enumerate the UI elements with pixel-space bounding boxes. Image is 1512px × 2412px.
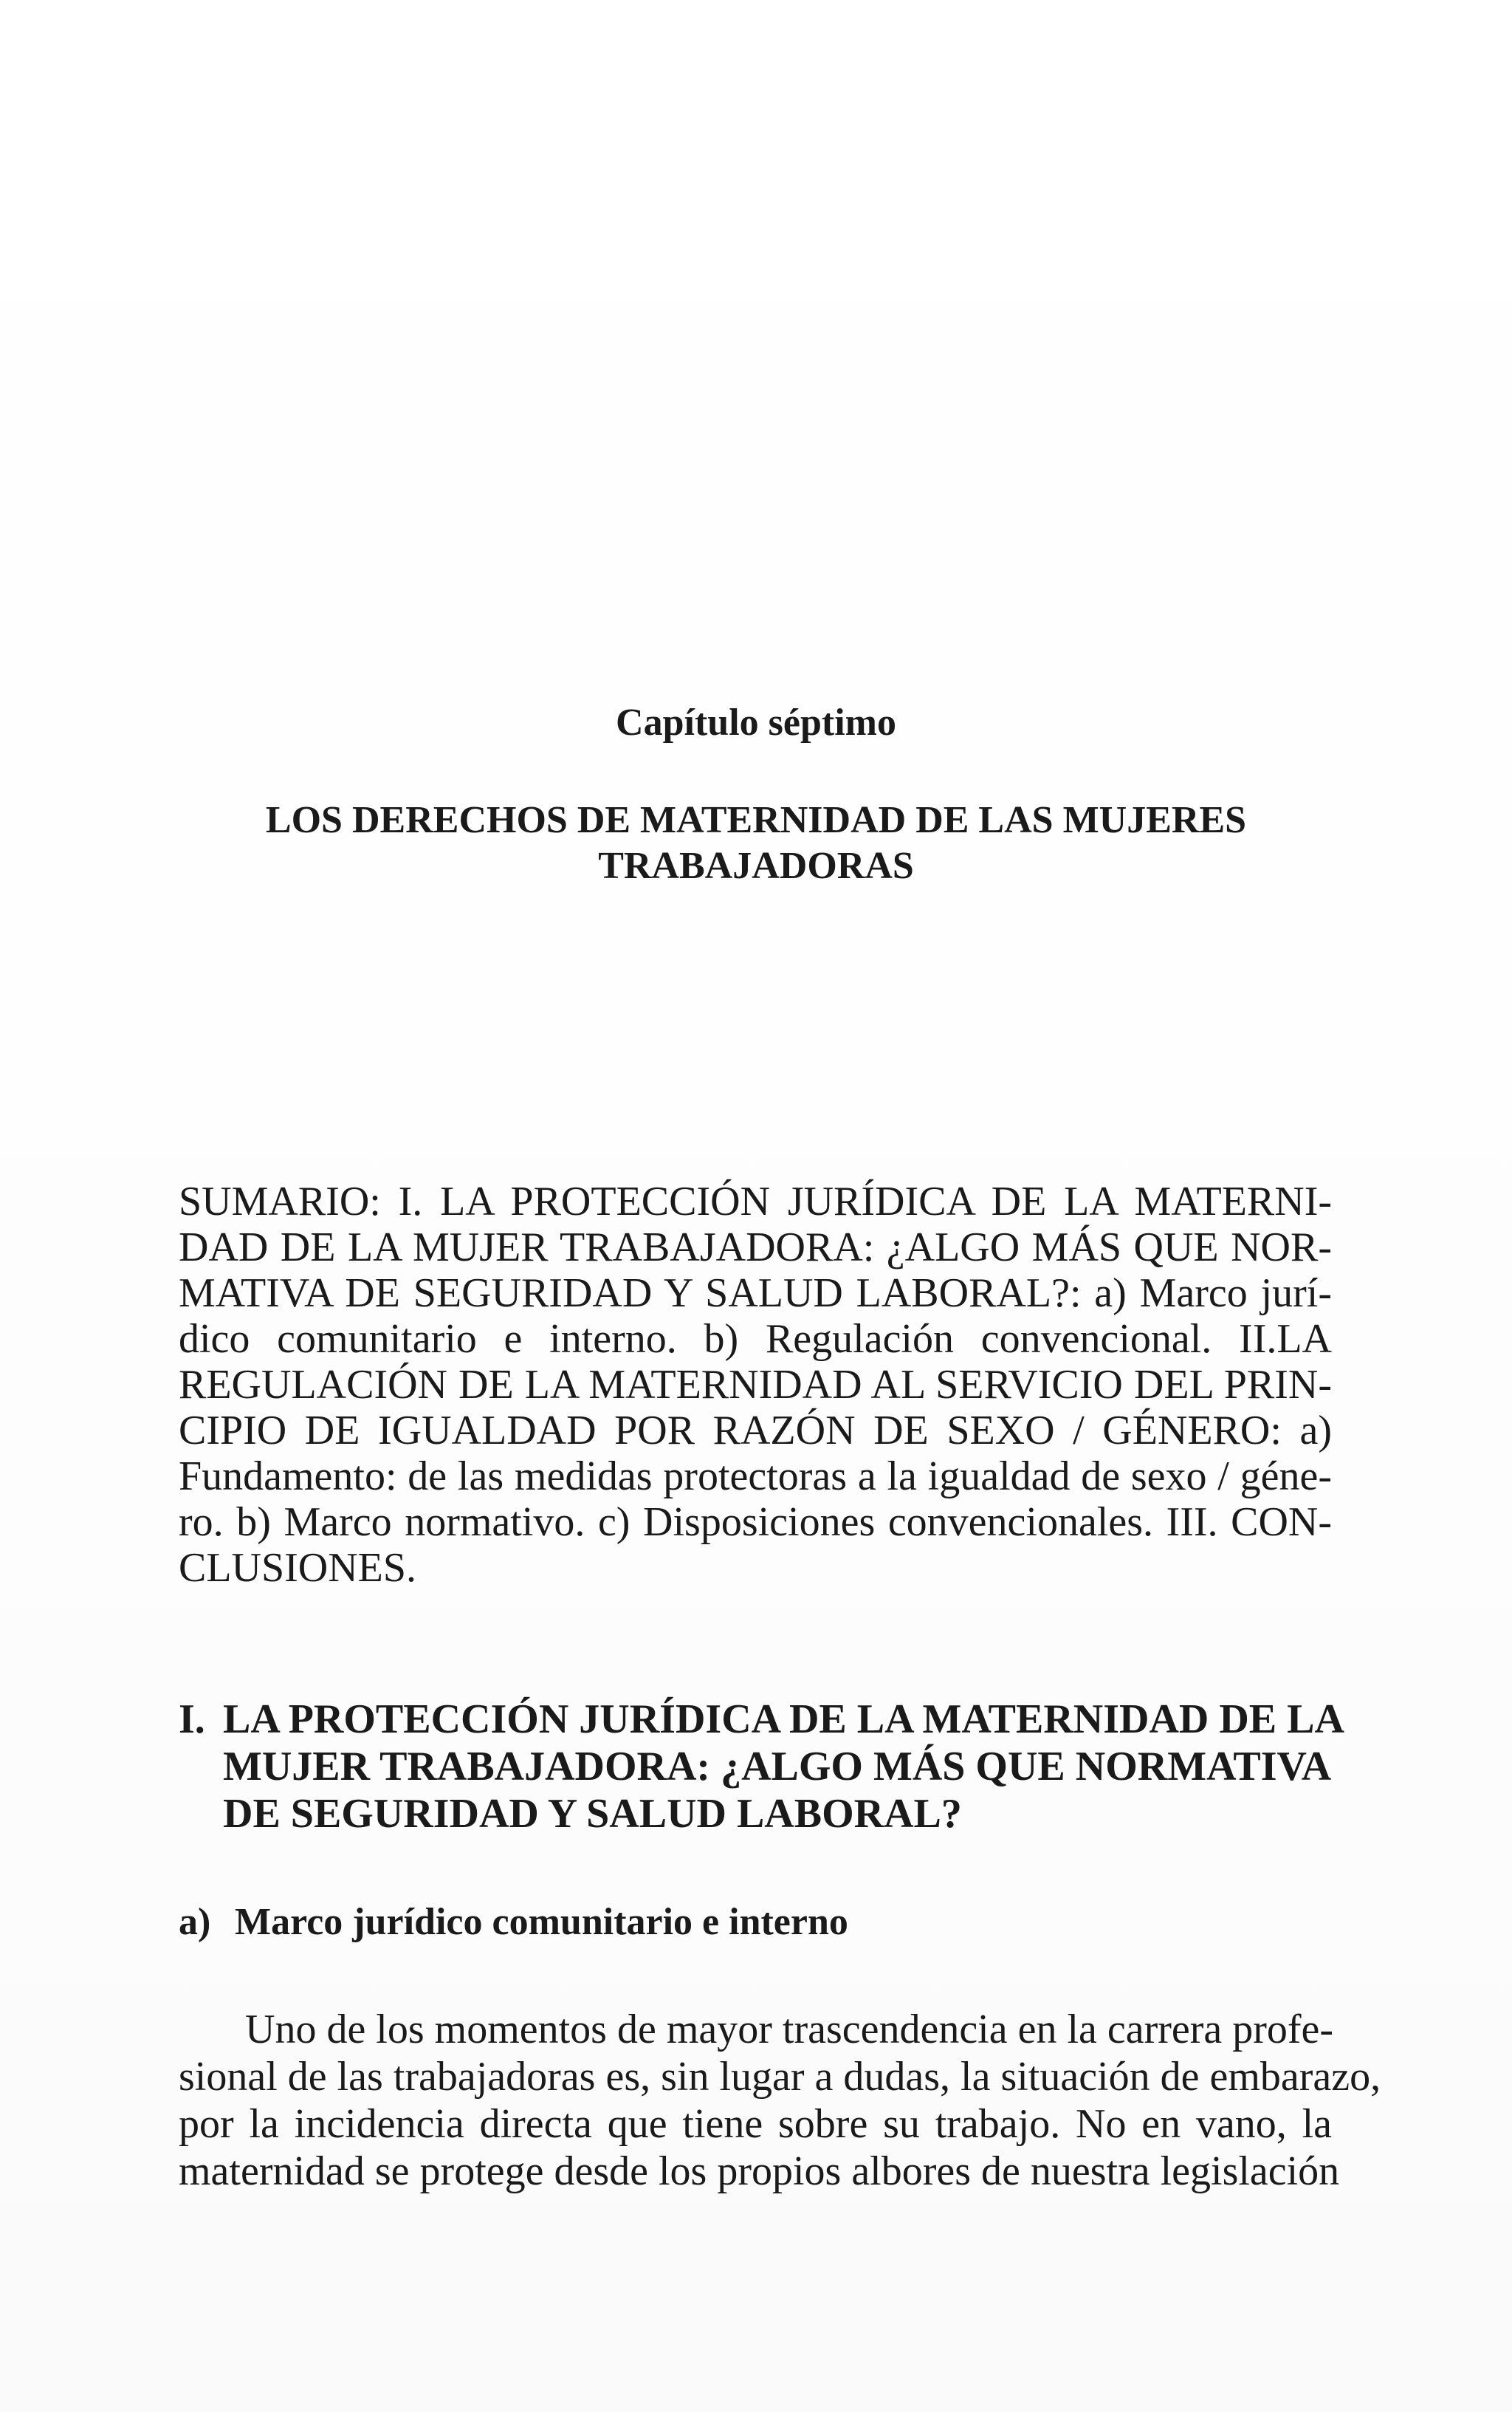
section-number: I. — [179, 1696, 205, 1742]
chapter-title — [0, 798, 1512, 889]
body-paragraph — [179, 2006, 1381, 2195]
paragraph-line: maternidad se protege desde los propios albores de nuestra legislación — [179, 2148, 1340, 2194]
paragraph-line: Uno de los momentos de mayor trascendencia en la carrera profe- — [245, 2007, 1334, 2052]
summary-line: MATIVA DE SEGURIDAD Y SALUD LABORAL?: a) Marco jurí- — [179, 1270, 1332, 1316]
subsection-heading — [179, 1899, 1332, 1945]
subsection-title: Marco jurídico comunitario e interno — [235, 1901, 848, 1943]
paragraph-line: por la incidencia directa que tiene sobre su trabajo. No en vano, la — [179, 2101, 1332, 2147]
paragraph-line: sional de las trabajadoras es, sin lugar a dudas, la situación de embarazo, — [179, 2054, 1381, 2100]
chapter-label: Capítulo séptimo — [616, 702, 896, 744]
section-title-line: MUJER TRABAJADORA: ¿ALGO MÁS QUE NORMATIVA — [223, 1744, 1332, 1789]
chapter-title-line: TRABAJADORAS — [598, 845, 914, 887]
chapter-summary — [179, 1179, 1332, 1591]
summary-line: DAD DE LA MUJER TRABAJADORA: ¿ALGO MÁS QUE NOR- — [179, 1224, 1332, 1270]
chapter-title-line: LOS DERECHOS DE MATERNIDAD DE LAS MUJERES — [265, 799, 1247, 841]
summary-line: ro. b) Marco normativo. c) Disposiciones convencionales. III. CON- — [179, 1499, 1332, 1545]
subsection-marker: a) — [179, 1901, 211, 1943]
section-title — [223, 1696, 1344, 1837]
section-heading — [179, 1696, 1344, 1837]
summary-line: SUMARIO: I. LA PROTECCIÓN JURÍDICA DE LA MATERNI- — [179, 1179, 1332, 1224]
section-title-line: DE SEGURIDAD Y SALUD LABORAL? — [223, 1791, 962, 1837]
summary-line: CIPIO DE IGUALDAD POR RAZÓN DE SEXO / GÉNERO: a) — [179, 1408, 1332, 1453]
section-title-line: LA PROTECCIÓN JURÍDICA DE LA MATERNIDAD DE LA — [223, 1696, 1344, 1742]
summary-line: REGULACIÓN DE LA MATERNIDAD AL SERVICIO DEL PRIN- — [179, 1362, 1332, 1408]
summary-line: CLUSIONES. — [179, 1545, 417, 1591]
summary-line: dico comunitario e interno. b) Regulación convencional. II.LA — [179, 1316, 1332, 1362]
summary-line: Fundamento: de las medidas protectoras a la igualdad de sexo / géne- — [179, 1453, 1332, 1499]
